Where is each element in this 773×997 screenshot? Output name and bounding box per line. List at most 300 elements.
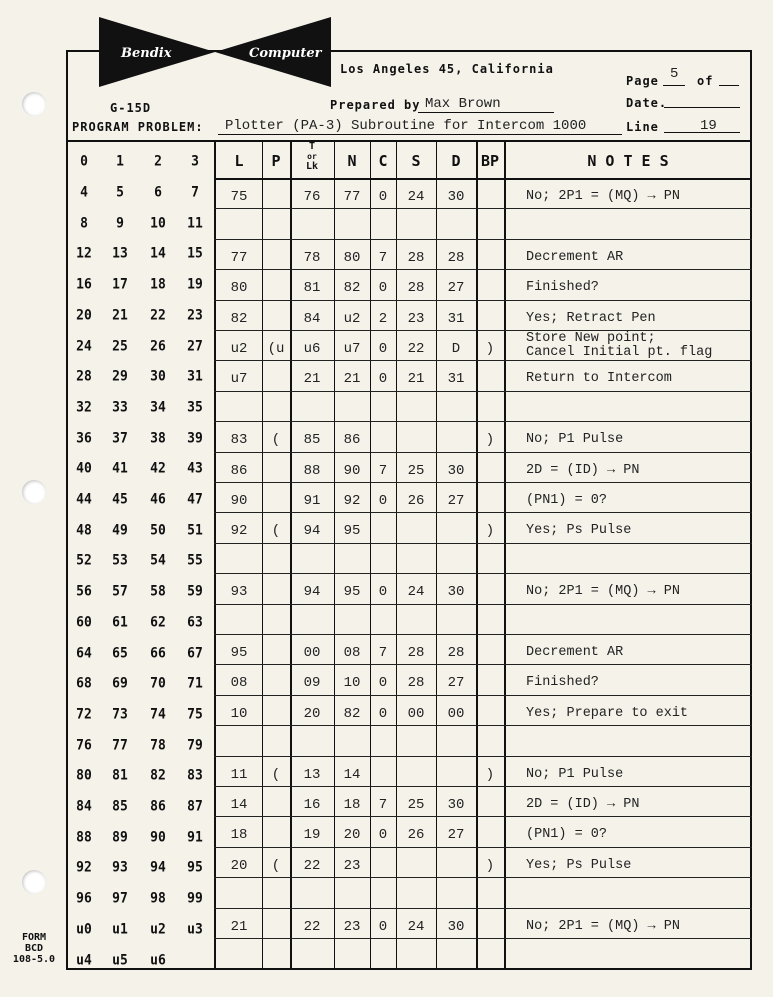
grid-number: 61 <box>112 614 128 631</box>
cell-t: 22 <box>303 857 321 874</box>
program-problem-underline <box>218 134 622 135</box>
cell-p: ( <box>271 766 281 783</box>
prepared-by-underline <box>418 112 554 113</box>
cell-c: 0 <box>378 584 388 601</box>
prepared-by-value: Max Brown <box>425 96 501 112</box>
grid-number: 9 <box>116 214 124 232</box>
grid-number: u4 <box>76 951 92 969</box>
cell-n: 77 <box>343 189 361 205</box>
grid-number: 81 <box>112 767 128 785</box>
grid-number: 83 <box>187 767 203 785</box>
grid-number: 79 <box>187 736 203 754</box>
row-note: No; 2P1 = (MQ) → PN <box>526 584 680 600</box>
cell-t: 22 <box>303 918 321 935</box>
grid-number: 65 <box>112 644 128 662</box>
row-rule <box>214 847 752 848</box>
row-rule <box>214 664 752 665</box>
grid-number: 8 <box>80 214 88 232</box>
cell-n: 95 <box>343 523 361 540</box>
cell-c: 0 <box>378 705 388 722</box>
cell-bp: ) <box>485 432 495 449</box>
row-note: 2D = (ID) → PN <box>526 797 640 812</box>
cell-c: 0 <box>378 827 388 844</box>
grid-number: 82 <box>150 767 166 785</box>
grid-number: 74 <box>150 706 166 723</box>
page-value: 5 <box>670 66 679 82</box>
cell-p: ( <box>271 523 281 540</box>
punch-hole-bottom <box>22 870 46 894</box>
cell-d: 27 <box>447 493 465 509</box>
row-rule <box>214 300 752 301</box>
cell-t: 81 <box>303 280 321 297</box>
row-rule <box>214 239 752 240</box>
grid-number: 24 <box>76 337 92 355</box>
grid-number: 94 <box>150 859 166 877</box>
row-rule <box>214 938 752 939</box>
row-rule <box>214 391 752 392</box>
cell-c: 7 <box>378 797 388 813</box>
cell-d: 30 <box>447 918 465 935</box>
cell-n: 80 <box>343 249 361 266</box>
cell-bp: ) <box>485 341 495 357</box>
grid-number: 41 <box>112 460 128 478</box>
cell-t: 91 <box>303 493 321 509</box>
cell-l: 20 <box>230 857 248 874</box>
grid-number: 71 <box>187 675 203 692</box>
grid-number: 53 <box>112 552 128 570</box>
cell-t: 88 <box>303 462 321 479</box>
grid-number: 55 <box>187 552 203 570</box>
grid-number: 30 <box>150 368 166 385</box>
grid-number: 58 <box>150 583 166 600</box>
row-rule <box>214 725 752 726</box>
cell-d: 31 <box>447 371 465 388</box>
cell-s: 22 <box>407 341 425 357</box>
grid-number: u5 <box>112 951 128 969</box>
cell-n: 10 <box>343 675 361 692</box>
col-head-BP: BP <box>480 152 500 170</box>
grid-number: 88 <box>76 828 92 846</box>
grid-number: 48 <box>76 521 92 539</box>
grid-number: 13 <box>112 245 128 263</box>
cell-l: 86 <box>230 462 248 479</box>
col-head-N: N <box>347 152 357 170</box>
cell-l: 93 <box>230 584 248 601</box>
row-note: Yes; Ps Pulse <box>526 857 632 873</box>
cell-c: 7 <box>378 249 388 266</box>
row-note: Yes; Retract Pen <box>526 310 656 326</box>
cell-l: 18 <box>230 827 248 844</box>
cell-n: u2 <box>343 310 361 327</box>
row-note: Decrement AR <box>526 645 624 660</box>
cell-c: 0 <box>378 341 388 357</box>
row-note: (PN1) = 0? <box>526 493 608 508</box>
grid-number: u2 <box>150 921 166 938</box>
row-note: No; P1 Pulse <box>526 432 624 448</box>
grid-number: 45 <box>112 491 128 508</box>
cell-l: 83 <box>230 432 248 449</box>
row-note: 2D = (ID) → PN <box>526 462 640 478</box>
punch-hole-middle <box>22 480 46 504</box>
cell-l: 75 <box>230 189 248 205</box>
cell-n: 14 <box>343 766 361 783</box>
row-note: No; P1 Pulse <box>526 766 624 782</box>
cell-n: 18 <box>343 797 361 813</box>
cell-s: 26 <box>407 827 425 844</box>
row-rule <box>214 208 752 209</box>
model-label: G-15D <box>110 101 152 115</box>
col-head-P: P <box>271 152 281 170</box>
col-rule-L <box>262 140 263 970</box>
grid-number: 27 <box>187 337 203 355</box>
row-rule <box>214 573 752 574</box>
grid-number: 96 <box>76 890 92 907</box>
row-note: Store New point; <box>526 331 656 346</box>
form-label-line2: BCD <box>24 943 44 954</box>
cell-t: 76 <box>303 189 321 205</box>
cell-t: 94 <box>303 523 321 540</box>
cell-s: 26 <box>407 493 425 509</box>
program-problem-value: Plotter (PA-3) Subroutine for Intercom 1000 <box>225 118 587 134</box>
grid-number: 95 <box>187 859 203 877</box>
grid-number: 32 <box>76 399 92 416</box>
grid-number: 70 <box>150 675 166 692</box>
date-label: Date. <box>626 96 668 110</box>
row-rule <box>214 269 752 270</box>
cell-t: 94 <box>303 584 321 601</box>
grid-number: 69 <box>112 675 128 692</box>
cell-s: 24 <box>407 918 425 935</box>
grid-number: 26 <box>150 337 166 355</box>
cell-c: 0 <box>378 675 388 692</box>
row-note: Finished? <box>526 675 599 691</box>
cell-c: 7 <box>378 462 388 479</box>
grid-number: 67 <box>187 644 203 662</box>
table-top-rule <box>66 140 752 142</box>
grid-number: 52 <box>76 552 92 570</box>
grid-number: 18 <box>150 276 166 293</box>
grid-number: 29 <box>112 368 128 385</box>
grid-number: 84 <box>76 798 92 815</box>
grid-number: 43 <box>187 460 203 478</box>
col-head-C: C <box>378 152 388 170</box>
col-head-D: D <box>451 152 461 170</box>
grid-number: 42 <box>150 460 166 478</box>
grid-number: 87 <box>187 798 203 815</box>
cell-d: 30 <box>447 462 465 479</box>
col-rule-D <box>476 140 478 970</box>
row-rule <box>214 452 752 453</box>
row-rule <box>214 512 752 513</box>
grid-number: 51 <box>187 521 203 539</box>
cell-l: 82 <box>230 310 248 327</box>
cell-d: 27 <box>447 280 465 297</box>
cell-p: ( <box>271 857 281 874</box>
row-note: Decrement AR <box>526 249 624 265</box>
grid-number: 57 <box>112 583 128 600</box>
grid-number: 56 <box>76 583 92 600</box>
row-rule <box>214 421 752 422</box>
row-rule <box>214 360 752 361</box>
cell-n: u7 <box>343 341 361 357</box>
grid-number: 14 <box>150 245 166 263</box>
cell-t: 85 <box>303 432 321 449</box>
cell-n: 92 <box>343 493 361 509</box>
grid-number: 75 <box>187 706 203 723</box>
cell-l: 77 <box>230 249 248 266</box>
cell-s: 28 <box>407 645 425 661</box>
col-head-T-top: T <box>308 141 316 152</box>
cell-d: 27 <box>447 827 465 844</box>
grid-number: 20 <box>76 307 92 324</box>
grid-number: 60 <box>76 614 92 631</box>
cell-l: 90 <box>230 493 248 509</box>
grid-number: 6 <box>154 184 162 201</box>
cell-n: 21 <box>343 371 361 388</box>
grid-number: 12 <box>76 245 92 263</box>
grid-number: 36 <box>76 429 92 447</box>
grid-number: 35 <box>187 399 203 416</box>
bendix-computer-logo <box>99 17 331 87</box>
row-note: Return to Intercom <box>526 371 672 387</box>
grid-number: 73 <box>112 706 128 723</box>
punch-hole-top <box>22 92 46 116</box>
grid-number: 63 <box>187 614 203 631</box>
cell-t: 78 <box>303 249 321 266</box>
grid-number: 54 <box>150 552 166 570</box>
cell-c: 2 <box>378 310 388 327</box>
grid-number: 90 <box>150 828 166 846</box>
cell-t: 20 <box>303 705 321 722</box>
brand-left-text: Bendix <box>121 46 172 61</box>
row-note: Finished? <box>526 280 599 296</box>
date-underline <box>664 107 740 108</box>
cell-l: u2 <box>230 341 248 357</box>
cell-bp: ) <box>485 523 495 540</box>
grid-number: u3 <box>187 921 203 938</box>
grid-number: 5 <box>116 184 124 201</box>
grid-number: 62 <box>150 614 166 631</box>
cell-s: 25 <box>407 462 425 479</box>
grid-number: 46 <box>150 491 166 508</box>
row-note: (PN1) = 0? <box>526 827 608 843</box>
cell-l: 95 <box>230 645 248 661</box>
page-label: Page <box>626 74 659 88</box>
grid-number: 23 <box>187 307 203 324</box>
cell-n: 20 <box>343 827 361 844</box>
grid-number: 10 <box>150 214 166 232</box>
cell-t: 13 <box>303 766 321 783</box>
cell-c: 0 <box>378 189 388 205</box>
row-note: Yes; Prepare to exit <box>526 705 689 721</box>
cell-d: 30 <box>447 797 465 813</box>
col-head-T <box>290 142 334 172</box>
grid-number: 80 <box>76 767 92 785</box>
cell-l: 08 <box>230 675 248 692</box>
cell-c: 0 <box>378 918 388 935</box>
cell-s: 28 <box>407 280 425 297</box>
form-label-line3: 108-5.0 <box>12 954 56 965</box>
cell-p: ( <box>271 432 281 449</box>
grid-number: 77 <box>112 736 128 754</box>
grid-number: 50 <box>150 521 166 539</box>
cell-n: 23 <box>343 918 361 935</box>
cell-c: 7 <box>378 645 388 661</box>
row-rule <box>214 482 752 483</box>
cell-s: 24 <box>407 584 425 601</box>
cell-c: 0 <box>378 493 388 509</box>
cell-s: 28 <box>407 249 425 266</box>
row-rule <box>214 543 752 544</box>
grid-number: 4 <box>80 184 88 201</box>
grid-number: 31 <box>187 368 203 385</box>
cell-n: 82 <box>343 280 361 297</box>
row-note: No; 2P1 = (MQ) → PN <box>526 189 680 204</box>
grid-number: 93 <box>112 859 128 877</box>
grid-number: 40 <box>76 460 92 478</box>
grid-number: 7 <box>191 184 199 201</box>
col-rule-BP <box>504 140 506 970</box>
cell-d: D <box>451 341 461 357</box>
cell-t: 09 <box>303 675 321 692</box>
cell-n: 95 <box>343 584 361 601</box>
grid-number: 49 <box>112 521 128 539</box>
cell-t: u6 <box>303 341 321 357</box>
row-rule <box>214 604 752 605</box>
cell-t: 00 <box>303 645 321 661</box>
cell-n: 86 <box>343 432 361 449</box>
grid-number: 47 <box>187 491 203 508</box>
cell-t: 19 <box>303 827 321 844</box>
cell-l: 92 <box>230 523 248 540</box>
cell-bp: ) <box>485 766 495 783</box>
grid-number: 98 <box>150 890 166 907</box>
grid-number: 21 <box>112 307 128 324</box>
grid-number: 66 <box>150 644 166 662</box>
page-underline <box>663 85 685 86</box>
cell-d: 30 <box>447 584 465 601</box>
cell-l: 11 <box>230 766 248 783</box>
row-rule <box>214 756 752 757</box>
grid-number: 91 <box>187 828 203 846</box>
grid-head-1: 1 <box>116 153 124 170</box>
cell-d: 30 <box>447 189 465 205</box>
cell-n: 23 <box>343 857 361 874</box>
grid-number: 17 <box>112 276 128 293</box>
grid-number: 28 <box>76 368 92 385</box>
grid-number: 19 <box>187 276 203 293</box>
row-note: No; 2P1 = (MQ) → PN <box>526 918 680 934</box>
cell-bp: ) <box>485 857 495 874</box>
cell-s: 28 <box>407 675 425 692</box>
cell-p: (u <box>267 341 285 357</box>
grid-number: 15 <box>187 245 203 263</box>
of-underline <box>719 85 739 86</box>
form-number-label <box>6 932 62 965</box>
grid-number: 22 <box>150 307 166 324</box>
cell-s: 25 <box>407 797 425 813</box>
row-rule <box>214 908 752 909</box>
col-head-L: L <box>234 152 244 170</box>
grid-head-2: 2 <box>154 153 162 170</box>
grid-number: u6 <box>150 951 166 969</box>
form-label-line1: FORM <box>21 932 47 943</box>
row-rule <box>214 695 752 696</box>
cell-s: 23 <box>407 310 425 327</box>
grid-number: 85 <box>112 798 128 815</box>
col-head-S: S <box>411 152 421 170</box>
col-head-notes: N O T E S <box>587 152 669 170</box>
row-note-continued: Cancel Initial pt. flag <box>526 345 713 360</box>
cell-l: 14 <box>230 797 248 813</box>
cell-d: 31 <box>447 310 465 327</box>
grid-number: 68 <box>76 675 92 692</box>
cell-l: u7 <box>230 371 248 388</box>
cell-t: 16 <box>303 797 321 813</box>
brand-right-text: Computer <box>249 46 322 61</box>
cell-d: 28 <box>447 645 465 661</box>
cell-c: 0 <box>378 371 388 388</box>
of-label: of <box>697 74 714 88</box>
program-problem-label: PROGRAM PROBLEM: <box>72 120 204 134</box>
grid-number: 59 <box>187 583 203 600</box>
header-bottom-rule <box>214 178 752 180</box>
cell-s: 21 <box>407 371 425 388</box>
grid-number: u0 <box>76 921 92 938</box>
grid-number: 34 <box>150 399 166 416</box>
row-rule <box>214 877 752 878</box>
cell-l: 10 <box>230 705 248 722</box>
row-rule <box>214 786 752 787</box>
row-rule <box>214 634 752 635</box>
cell-d: 27 <box>447 675 465 692</box>
grid-number: 11 <box>187 214 203 232</box>
col-head-T-mid: or <box>307 152 317 161</box>
grid-number: 99 <box>187 890 203 907</box>
cell-d: 28 <box>447 249 465 266</box>
grid-number: 38 <box>150 429 166 447</box>
grid-number: 16 <box>76 276 92 293</box>
grid-head-3: 3 <box>191 153 199 170</box>
grid-number: 39 <box>187 429 203 447</box>
line-label: Line <box>626 120 659 134</box>
location-text: Los Angeles 45, California <box>340 62 554 76</box>
grid-number: 37 <box>112 429 128 447</box>
cell-n: 90 <box>343 462 361 479</box>
grid-number: 44 <box>76 491 92 508</box>
row-rule <box>214 816 752 817</box>
cell-d: 00 <box>447 705 465 722</box>
prepared-by-label: Prepared by <box>330 98 421 112</box>
cell-l: 80 <box>230 280 248 297</box>
cell-s: 24 <box>407 189 425 205</box>
cell-n: 08 <box>343 645 361 661</box>
grid-number: 86 <box>150 798 166 815</box>
grid-number: 97 <box>112 890 128 907</box>
grid-number: 64 <box>76 644 92 662</box>
cell-n: 82 <box>343 705 361 722</box>
cell-t: 84 <box>303 310 321 327</box>
grid-head-0: 0 <box>80 153 88 170</box>
grid-number: u1 <box>112 921 128 938</box>
grid-number: 78 <box>150 736 166 754</box>
cell-t: 21 <box>303 371 321 388</box>
cell-s: 00 <box>407 705 425 722</box>
grid-number: 25 <box>112 337 128 355</box>
col-head-T-bot: Lk <box>305 161 319 172</box>
cell-l: 21 <box>230 918 248 935</box>
grid-number: 33 <box>112 399 128 416</box>
